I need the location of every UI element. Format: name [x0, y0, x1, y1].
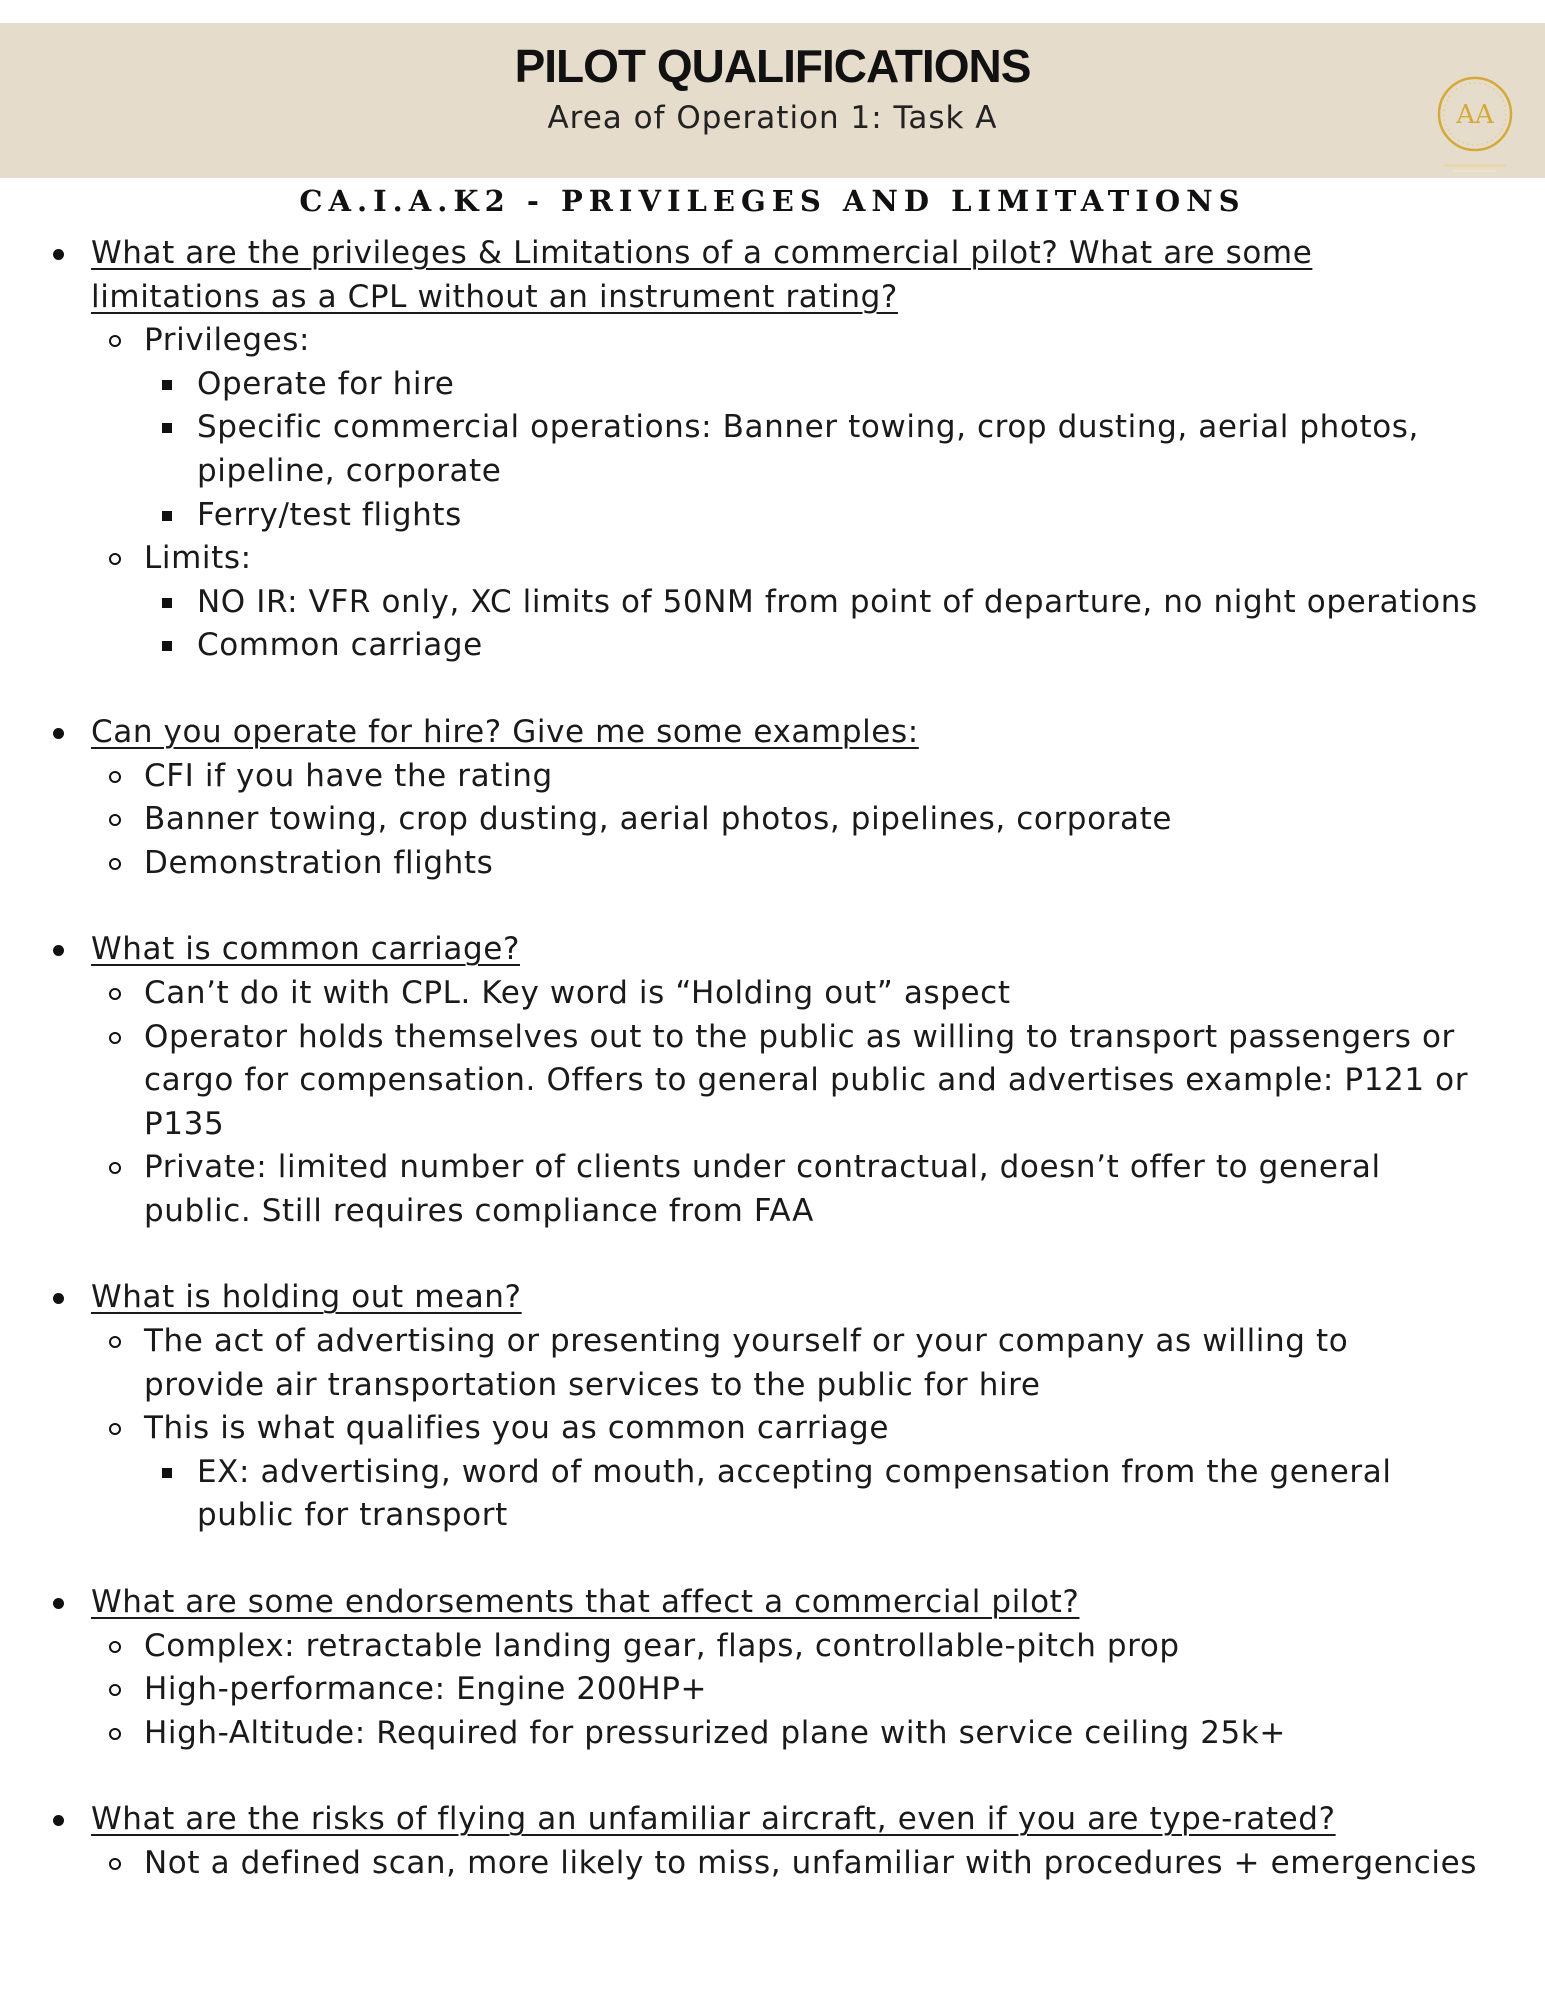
bullet-circle-icon	[109, 553, 121, 565]
list-item	[0, 450, 1545, 494]
list-item	[0, 1103, 1545, 1147]
qa-block	[0, 1798, 1545, 1885]
list-item	[0, 581, 1545, 625]
list-item	[0, 1668, 1545, 1712]
bullet-square-icon	[162, 1468, 172, 1478]
page-subtitle: Area of Operation 1: Task A	[547, 100, 998, 136]
list-item-text: pipeline, corporate	[197, 452, 502, 489]
bullet-square-icon	[162, 641, 172, 651]
list-item	[0, 1320, 1545, 1364]
list-item	[0, 363, 1545, 407]
list-item-text: Operate for hire	[197, 365, 455, 402]
bullet-square-icon	[162, 598, 172, 608]
list-item-text: Operator holds themselves out to the public as willing to transport passengers or	[144, 1018, 1455, 1055]
list-item-text: Privileges:	[144, 322, 311, 359]
list-item-text: CFI if you have the rating	[144, 757, 553, 794]
list-item	[0, 1059, 1545, 1103]
page-header	[0, 23, 1545, 178]
bullet-square-icon	[162, 423, 172, 433]
bullet-circle-icon	[109, 814, 121, 826]
question-line	[0, 232, 1545, 276]
list-item	[0, 624, 1545, 668]
bullet-disc-icon	[53, 945, 64, 956]
list-item	[0, 1625, 1545, 1669]
list-item-text: Complex: retractable landing gear, flaps, controllable-pitch prop	[144, 1627, 1180, 1664]
bullet-disc-icon	[53, 1293, 64, 1304]
list-item	[0, 1407, 1545, 1451]
bullet-disc-icon	[53, 249, 64, 260]
list-item	[0, 1146, 1545, 1190]
list-item-text: public. Still requires compliance from FAA	[144, 1192, 814, 1229]
list-item-text: High-Altitude: Required for pressurized plane with service ceiling 25k+	[144, 1714, 1286, 1751]
list-item-text: This is what qualifies you as common carriage	[144, 1410, 890, 1447]
bullet-circle-icon	[109, 1728, 121, 1740]
question-line	[0, 276, 1545, 320]
list-item-text: Can’t do it with CPL. Key word is “Holding out” aspect	[144, 974, 1011, 1011]
list-item	[0, 494, 1545, 538]
bullet-circle-icon	[109, 1162, 121, 1174]
qa-list	[0, 232, 1545, 1929]
qa-block	[0, 232, 1545, 668]
bullet-circle-icon	[109, 1032, 121, 1044]
qa-block	[0, 711, 1545, 885]
list-item-text: The act of advertising or presenting yourself or your company as willing to	[144, 1323, 1349, 1360]
list-item	[0, 537, 1545, 581]
svg-text:AA: AA	[1456, 100, 1494, 130]
list-item-text: NO IR: VFR only, XC limits of 50NM from point of departure, no night operations	[197, 583, 1478, 620]
bullet-circle-icon	[109, 858, 121, 870]
list-item-text: EX: advertising, word of mouth, accepting compensation from the general	[197, 1453, 1392, 1490]
qa-block	[0, 1581, 1545, 1755]
question-line	[0, 1276, 1545, 1320]
question-line	[0, 1798, 1545, 1842]
list-item	[0, 798, 1545, 842]
list-item	[0, 972, 1545, 1016]
bullet-circle-icon	[109, 771, 121, 783]
bullet-circle-icon	[109, 1336, 121, 1348]
list-item-text: cargo for compensation. Offers to general public and advertises example: P121 or	[144, 1062, 1469, 1099]
bullet-circle-icon	[109, 1684, 121, 1696]
question-line	[0, 928, 1545, 972]
bullet-circle-icon	[109, 1641, 121, 1653]
list-item-text: Banner towing, crop dusting, aerial photos, pipelines, corporate	[144, 801, 1173, 838]
list-item	[0, 1712, 1545, 1756]
question-line	[0, 1581, 1545, 1625]
page-title: PILOT QUALIFICATIONS	[514, 40, 1031, 92]
list-item-text: Private: limited number of clients under contractual, doesn’t offer to general	[144, 1149, 1381, 1186]
question-text: What are some endorsements that affect a commercial pilot?	[91, 1584, 1080, 1621]
list-item	[0, 1190, 1545, 1234]
list-item	[0, 406, 1545, 450]
question-text: What are the privileges & Limitations of a commercial pilot? What are some	[91, 235, 1313, 271]
list-item	[0, 842, 1545, 886]
list-item-text: Demonstration flights	[144, 844, 494, 881]
list-item	[0, 319, 1545, 363]
bullet-circle-icon	[109, 335, 121, 347]
list-item-text: High-performance: Engine 200HP+	[144, 1671, 708, 1708]
list-item-text: Specific commercial operations: Banner towing, crop dusting, aerial photos,	[197, 409, 1420, 446]
list-item-text: public for transport	[197, 1497, 508, 1534]
list-item	[0, 1494, 1545, 1538]
question-text: Can you operate for hire? Give me some examples:	[91, 713, 919, 750]
aa-logo-icon	[1430, 69, 1520, 179]
bullet-circle-icon	[109, 1423, 121, 1435]
list-item-text: Not a defined scan, more likely to miss, unfamiliar with procedures + emergencies	[144, 1845, 1477, 1881]
question-text: What is common carriage?	[91, 931, 520, 968]
bullet-square-icon	[162, 511, 172, 521]
bullet-square-icon	[162, 380, 172, 390]
list-item	[0, 755, 1545, 799]
bullet-disc-icon	[53, 1815, 64, 1826]
question-line	[0, 711, 1545, 755]
list-item	[0, 1016, 1545, 1060]
qa-block	[0, 1276, 1545, 1538]
list-item-text: Limits:	[144, 540, 252, 577]
list-item-text: P135	[144, 1105, 225, 1142]
bullet-circle-icon	[109, 988, 121, 1000]
qa-block	[0, 928, 1545, 1233]
bullet-disc-icon	[53, 1598, 64, 1609]
question-text: What is holding out mean?	[91, 1279, 522, 1316]
list-item	[0, 1364, 1545, 1408]
question-text: What are the risks of flying an unfamiliar aircraft, even if you are type-rated?	[91, 1801, 1336, 1838]
bullet-circle-icon	[109, 1858, 121, 1870]
bullet-disc-icon	[53, 728, 64, 739]
section-heading: CA.I.A.K2 - PRIVILEGES AND LIMITATIONS	[299, 184, 1246, 218]
list-item-text: Ferry/test flights	[197, 496, 462, 533]
list-item-text: Common carriage	[197, 627, 483, 664]
list-item	[0, 1842, 1545, 1886]
list-item	[0, 1451, 1545, 1495]
list-item-text: provide air transportation services to the public for hire	[144, 1366, 1041, 1403]
question-text: limitations as a CPL without an instrument rating?	[91, 278, 898, 315]
